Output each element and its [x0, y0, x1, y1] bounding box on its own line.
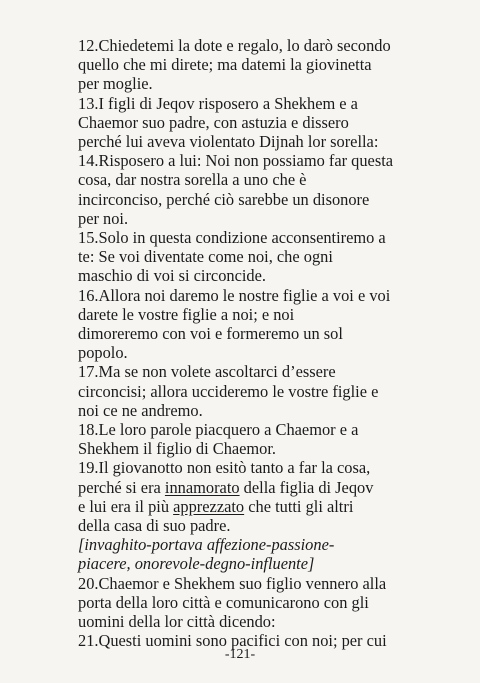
text-span: e lui era il più: [78, 496, 174, 516]
verse-16: [78, 286, 418, 363]
note-text: piacere, onorevole-degno-influente]: [78, 554, 315, 574]
verse-text-line: [78, 477, 418, 497]
verse-text-line: maschio di voi si circoncide.: [78, 266, 266, 286]
verse-14: [78, 151, 418, 228]
verse-text-line: Shekhem il figlio di Chaemor.: [78, 439, 277, 459]
verse-number: 20.: [78, 573, 99, 593]
verse-text-line: Questi uomini sono pacifici con noi; per cui: [98, 631, 387, 651]
verse-18: [78, 420, 418, 458]
verse-17: [78, 362, 418, 420]
verse-number: 16.: [78, 285, 99, 305]
verse-text-line: perché lui aveva violentato Dijnah lor sorella:: [78, 132, 379, 152]
verse-number: 15.: [78, 228, 99, 248]
verse-text-line: Il giovanotto non esitò tanto a far la cosa,: [98, 458, 371, 478]
verse-text-line: uomini della lor città dicendo:: [78, 612, 276, 632]
page-number: -121-: [224, 647, 256, 662]
verse-number: 12.: [78, 36, 99, 55]
underlined-word: apprezzato: [173, 496, 245, 516]
verse-text-line: per noi.: [78, 208, 129, 228]
verse-number: 19.: [78, 458, 99, 478]
verse-text-line: Chaemor e Shekhem suo figlio vennero alla: [98, 573, 387, 593]
verse-number: 18.: [78, 420, 99, 440]
verse-text-line: circoncisi; allora uccideremo le vostre figlie e: [78, 381, 379, 401]
verse-text-line: Allora noi daremo le nostre figlie a voi e voi: [98, 285, 391, 305]
verse-20: [78, 574, 418, 632]
verse-text-line: [78, 496, 418, 516]
verse-text-line: per moglie.: [78, 74, 153, 94]
text-span: che tutti gli altri: [244, 496, 354, 516]
verse-number: 13.: [78, 93, 99, 113]
verse-text-line: cosa, dar nostra sorella a uno che è: [78, 170, 307, 190]
verse-15: [78, 228, 418, 286]
verse-12: [78, 36, 418, 94]
verse-text-line: dimoreremo con voi e formeremo un sol: [78, 324, 343, 344]
underlined-word: innamorato: [164, 477, 240, 497]
verse-text-line: porta della loro città e comunicarono con gli: [78, 592, 369, 612]
verse-text-line: Ma se non volete ascoltarci d’essere: [98, 362, 336, 382]
verse-text-line: Chiedetemi la dote e regalo, lo darò secondo: [98, 36, 391, 55]
verse-text-line: te: Se voi diventate come noi, che ogni: [78, 247, 333, 267]
bracket-note-line: [78, 554, 418, 574]
verse-number: 21.: [78, 631, 99, 651]
verse-text-line: popolo.: [78, 343, 128, 363]
verse-number: 14.: [78, 151, 99, 171]
verse-text-line: quello che mi direte; ma datemi la giovinetta: [78, 55, 372, 75]
verse-text-line: I figli di Jeqov risposero a Shekhem e a: [98, 93, 358, 113]
verse-text-line: darete le vostre figlie a noi; e noi: [78, 304, 295, 324]
bracket-note-line: [invaghito-portava affezione-passione-: [78, 535, 335, 555]
verse-text-line: Solo in questa condizione acconsentiremo a: [98, 228, 386, 248]
verse-text-line: Chaemor suo padre, con astuzia e dissero: [78, 112, 349, 132]
verse-19: [78, 458, 418, 573]
verse-number: 17.: [78, 362, 99, 382]
text-span: perché si era: [78, 477, 165, 497]
verse-text-line: Risposero a lui: Noi non possiamo far questa: [98, 151, 394, 171]
verse-list: [78, 36, 418, 651]
verse-13: [78, 94, 418, 152]
text-span: della figlia di Jeqov: [239, 477, 374, 497]
verse-text-line: Le loro parole piacquero a Chaemor e a: [98, 420, 359, 440]
verse-text-line: incirconciso, perché ciò sarebbe un disonore: [78, 189, 370, 209]
verse-text-line: noi ce ne andremo.: [78, 400, 203, 420]
verse-text-line: della casa di suo padre.: [78, 516, 231, 536]
